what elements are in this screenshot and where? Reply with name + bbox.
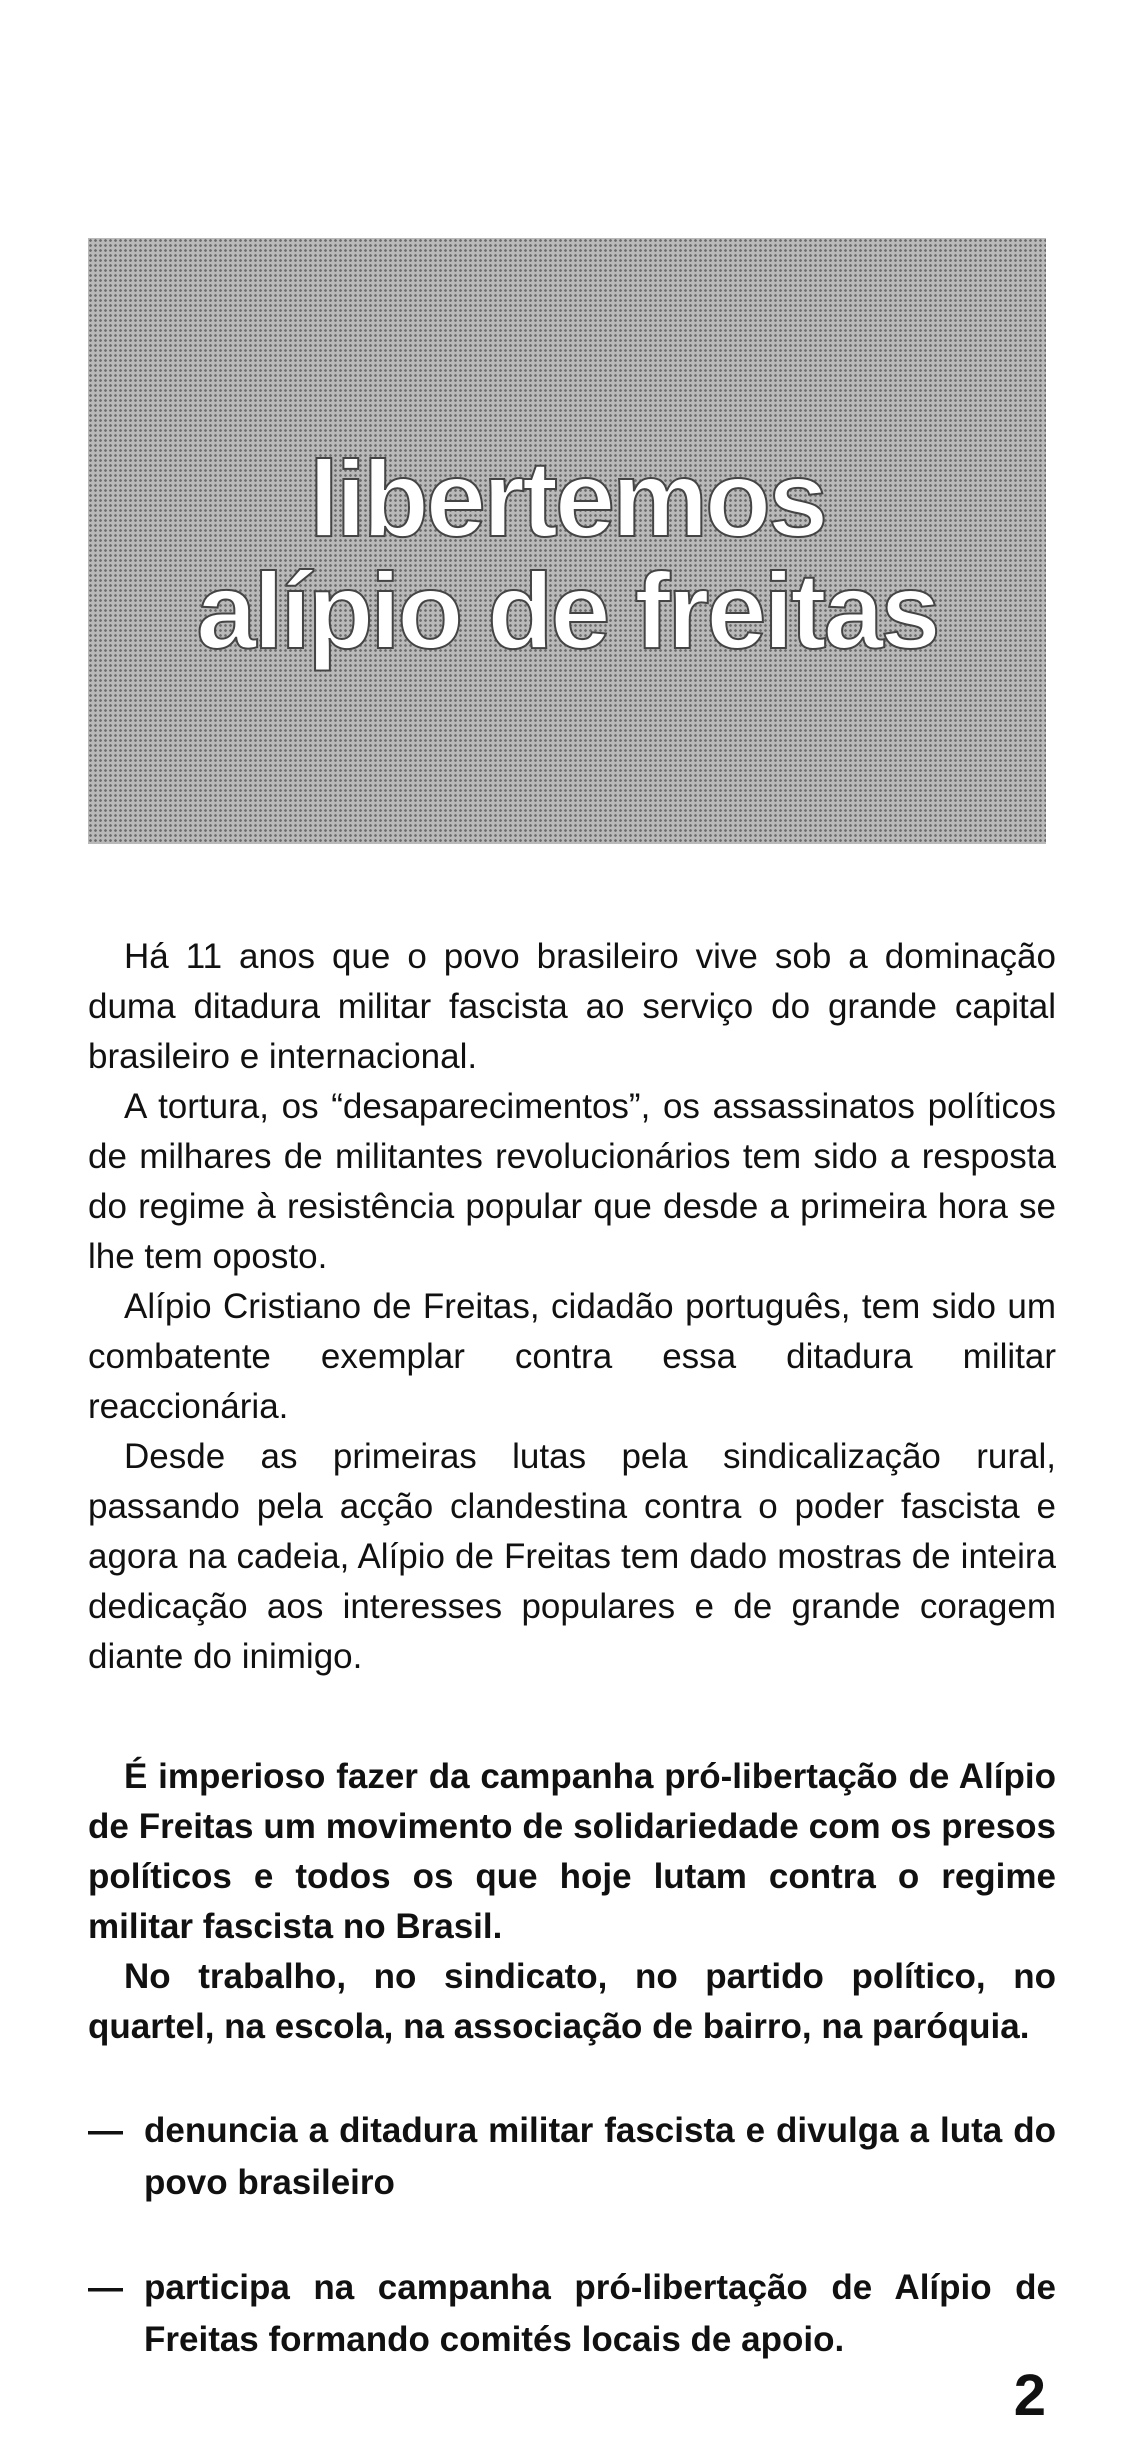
list-item-1 xyxy=(88,2105,1056,2209)
paragraph-4: Desde as primeiras lutas pela sindicalização rural, passando pela acção clandestina contra o poder fascista e agora na cadeia, Alípio de Freitas tem dado mostras de inteira dedicação aos interesses populares e de grande coragem diante do inimigo. xyxy=(88,1437,1056,1676)
banner-title xyxy=(88,438,1046,671)
bold-paragraph-1: É imperioso fazer da campanha pró-libertação de Alípio de Freitas um movimento de solidariedade com os presos políticos e todos os que hoje lutam contra o regime militar fascista no Brasil. xyxy=(88,1757,1056,1946)
list-item-2 xyxy=(88,2262,1056,2366)
list-item-text: denuncia a ditadura militar fascista e divulga a luta do povo brasileiro xyxy=(144,2111,1056,2202)
paragraph-3: Alípio Cristiano de Freitas, cidadão português, tem sido um combatente exemplar contra essa ditadura militar reaccionária. xyxy=(88,1287,1056,1426)
dash-marker: — xyxy=(88,2111,123,2150)
banner-title-line-1: libertemos xyxy=(308,438,826,559)
banner-title-line-2: alípio de freitas xyxy=(196,550,938,671)
title-banner xyxy=(88,238,1046,844)
call-to-action xyxy=(88,1752,1056,2052)
list-item-text: participa na campanha pró-libertação de Alípio de Freitas formando comités locais de apoio. xyxy=(144,2268,1056,2359)
paragraph-1: Há 11 anos que o povo brasileiro vive sob a dominação duma ditadura militar fascista ao serviço do grande capital brasileiro e internacional. xyxy=(88,937,1056,1076)
bold-paragraph-2: No trabalho, no sindicato, no partido político, no quartel, na escola, na associação de bairro, na paróquia. xyxy=(88,1957,1056,2046)
page-number: 2 xyxy=(1013,2363,1046,2428)
body-text xyxy=(88,932,1056,1682)
paragraph-2: A tortura, os “desaparecimentos”, os assassinatos políticos de milhares de militantes revolucionários tem sido a resposta do regime à resistência popular que desde a primeira hora se lhe tem oposto. xyxy=(88,1087,1056,1276)
dash-marker: — xyxy=(88,2268,123,2307)
